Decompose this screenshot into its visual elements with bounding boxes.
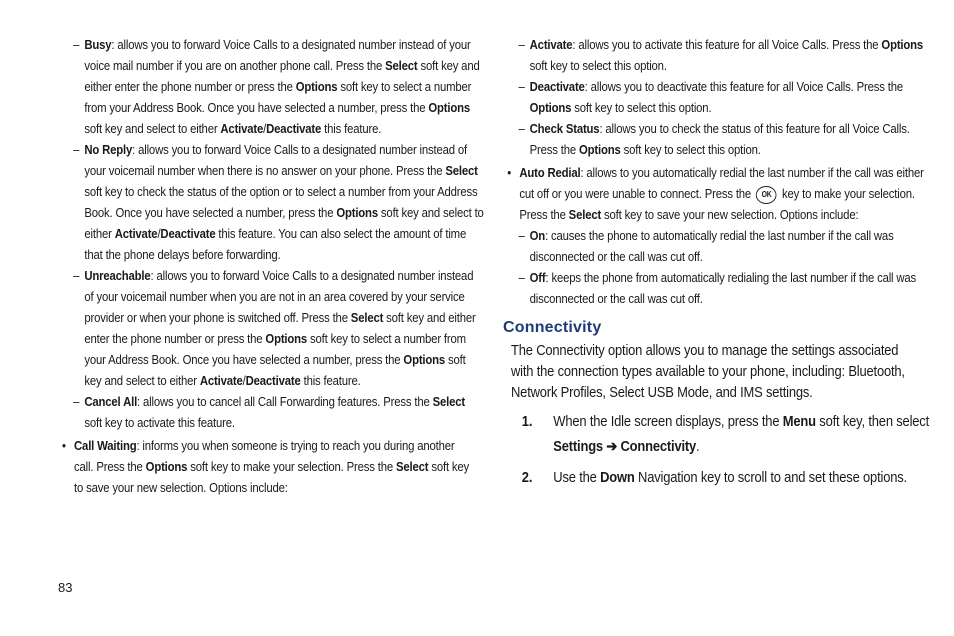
list-item-deactivate: – Deactivate: allows you to deactivate this feature for all Voice Calls. Press the Options soft key to select this option. — [503, 76, 940, 118]
list-item-unreachable: – Unreachable: allows you to forward Voice Calls to a designated number instead of your voicemail number when you are not in an area covered by your service provider or when your phone is switched off. Press the Select soft key and either enter the phone number or press the Options soft key to select a number from your Address Book. Once you have selected a number, press the Options soft key and select to either Activate/Deactivate this feature. — [62, 265, 484, 391]
item-label: Cancel All — [84, 394, 138, 409]
intro-paragraph: The Connectivity option allows you to manage the settings associated with the connection types available to your phone, including: Bluetooth, Network Profiles, Select USB Mode, and IMS settings. — [511, 343, 905, 401]
left-column — [62, 34, 484, 498]
step-2: 2. Use the Down Navigation key to scroll to and set these options. — [511, 466, 954, 491]
item-label: Check Status — [529, 121, 600, 136]
list-item-call-waiting: • Call Waiting: informs you when someone is trying to reach you during another call. Press the Options soft key to make your selection. Press the Select soft key to save your new selection. Options include: — [62, 435, 474, 498]
section-heading: Connectivity — [503, 319, 602, 336]
item-label: Deactivate — [529, 79, 585, 94]
ok-key-icon: OK — [756, 186, 777, 204]
list-item-check-status: – Check Status: allows you to check the status of this feature for all Voice Calls. Press the Options soft key to select this option. — [503, 118, 940, 160]
right-column — [503, 34, 930, 491]
list-item-activate: – Activate: allows you to activate this feature for all Voice Calls. Press the Options soft key to select this option. — [503, 34, 940, 76]
list-item-on: – On: causes the phone to automatically redial the last number if the call was disconnected or the call was cut off. — [503, 225, 940, 267]
item-label: Auto Redial — [519, 165, 581, 180]
dash-mark: – — [73, 268, 80, 283]
arrow-icon: ➔ — [602, 439, 621, 455]
item-label: On — [529, 228, 546, 243]
bullet-mark: • — [62, 438, 66, 453]
list-item-auto-redial: • Auto Redial: allows to you automatically redial the last number if the call was either cut off or you were unable to connect. Press the OK key to make your selection. Press the Select soft key to save your new selection. Options include: — [503, 162, 929, 225]
dash-mark: – — [518, 228, 525, 243]
list-item-off: – Off: keeps the phone from automatically redialing the last number if the call was disconnected or the call was cut off. — [503, 267, 940, 309]
item-label: Call Waiting — [74, 438, 137, 453]
dash-mark: – — [73, 37, 80, 52]
list-item-busy: – Busy: allows you to forward Voice Calls to a designated number instead of your voice mail number if you are on another phone call. Press the Select soft key and either enter the phone number or press the Options soft key to select a number from your Address Book. Once you have selected a number, press the Options soft key and select to either Activate/Deactivate this feature. — [62, 34, 484, 139]
dash-mark: – — [73, 142, 80, 157]
dash-mark: – — [518, 37, 525, 52]
page-number: 83 — [58, 580, 73, 595]
dash-mark: – — [518, 79, 525, 94]
step-number: 2. — [521, 470, 533, 486]
item-label: Off — [529, 270, 546, 285]
list-item-cancel-all: – Cancel All: allows you to cancel all Call Forwarding features. Press the Select soft key to activate this feature. — [62, 391, 484, 433]
item-label: Unreachable — [84, 268, 151, 283]
item-label: Busy — [84, 37, 112, 52]
step-number: 1. — [521, 414, 533, 430]
item-label: Activate — [529, 37, 573, 52]
dash-mark: – — [518, 270, 525, 285]
dash-mark: – — [73, 394, 80, 409]
dash-mark: – — [518, 121, 525, 136]
list-item-no-reply: – No Reply: allows you to forward Voice Calls to a designated number instead of your voicemail number when there is no answer on your phone. Press the Select soft key to check the status of the option or to select a number from your Address Book. Once you have selected a number, press the Options soft key and select to either Activate/Deactivate this feature. You can also select the amount of time that the phone delays before forwarding. — [62, 139, 484, 265]
bullet-mark: • — [507, 165, 512, 180]
step-1: 1. When the Idle screen displays, press the Menu soft key, then select Settings ➔ Connectivity. — [511, 410, 954, 460]
item-label: No Reply — [84, 142, 133, 157]
